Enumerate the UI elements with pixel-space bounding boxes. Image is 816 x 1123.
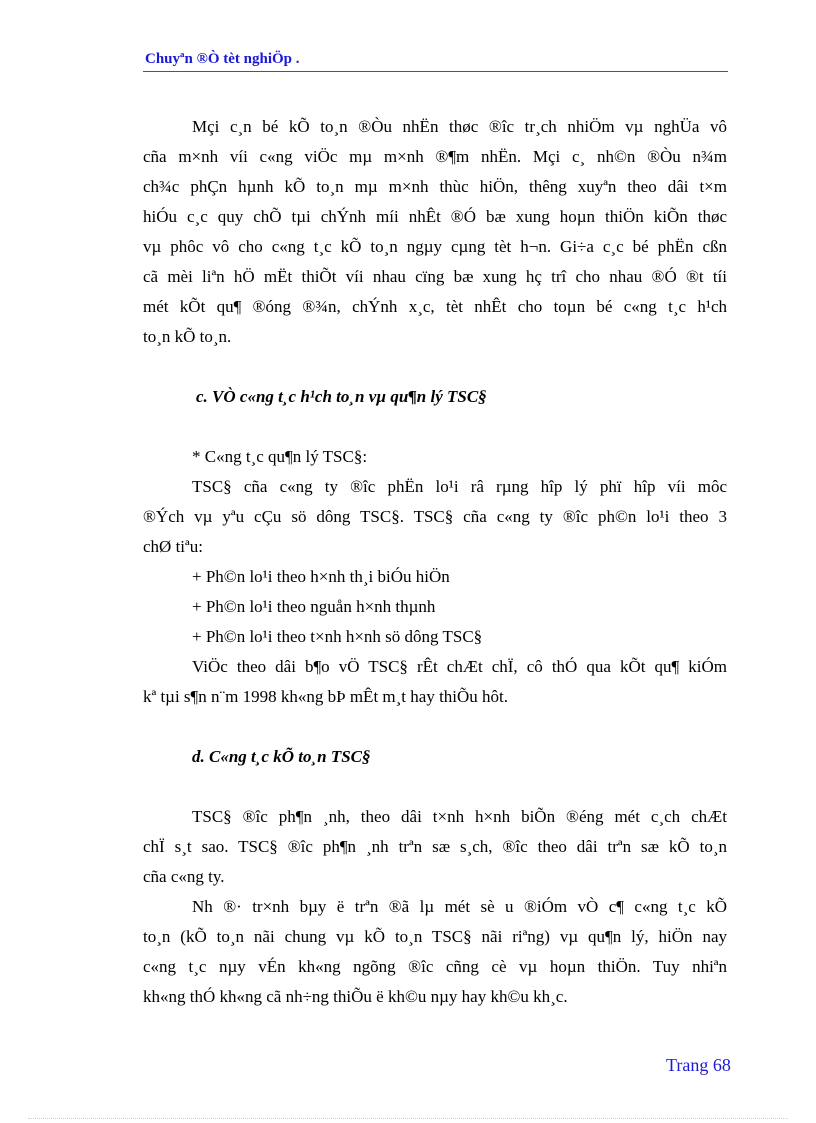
paragraph-line: chØ tiªu:: [143, 537, 203, 556]
list-item: + Ph©n lo¹i theo h×nh th¸i biÓu hiÖn: [192, 567, 450, 586]
paragraph-line: ch¾c phÇn hµnh kÕ to¸n mµ m×nh thùc hiÖn, thêng xuyªn theo dâi t×m: [143, 177, 727, 196]
section-heading-c: c. VÒ c«ng t¸c h¹ch to¸n vµ qu¶n lý TSC§: [196, 387, 487, 406]
paragraph-line: vµ phôc vô cho c«ng t¸c kÕ to¸n ngµy cµng tèt h¬n. Gi÷a c¸c bé phËn cßn: [143, 237, 727, 256]
paragraph-line: cã mèi liªn hÖ mËt thiÕt víi nhau cïng bæ xung hç trî cho nhau ®Ó ®t tíi: [143, 267, 727, 286]
section-heading-d: d. C«ng t¸c kÕ to¸n TSC§: [192, 747, 371, 766]
paragraph-line: hiÓu c¸c quy chÕ tµi chÝnh míi nhÊt ®Ó bæ xung hoµn thiÖn kiÕn thøc: [143, 207, 727, 226]
paragraph-line: mét kÕt qu¶ ®óng ®¾n, chÝnh x¸c, tèt nhÊt cho toµn bé c«ng t¸c h¹ch: [143, 297, 727, 316]
header-title: Chuyªn ®Ò tèt nghiÖp .: [145, 51, 300, 67]
list-item: + Ph©n lo¹i theo t×nh h×nh sö dông TSC§: [192, 627, 483, 646]
paragraph-line: to¸n (kÕ to¸n nãi chung vµ kÕ to¸n TSC§ nãi riªng) vµ qu¶n lý, hiÖn nay: [143, 927, 727, 946]
paragraph-line: TSC§ ®îc ph¶n ¸nh, theo dâi t×nh h×nh biÕn ®éng mét c¸ch chÆt: [192, 807, 727, 826]
paragraph-line: Nh ®· tr×nh bµy ë trªn ®ã lµ mét sè u ®iÓm vÒ c¶ c«ng t¸c kÕ: [192, 897, 727, 916]
paragraph-line: kª tµi s¶n n¨m 1998 kh«ng bÞ mÊt m¸t hay thiÕu hôt.: [143, 687, 509, 706]
list-item: + Ph©n lo¹i theo nguån h×nh thµnh: [192, 597, 436, 616]
paragraph-line: c«ng t¸c nµy vÉn kh«ng ngõng ®îc cñng cè vµ hoµn thiÖn. Tuy nhiªn: [143, 957, 727, 976]
page-number: Trang 68: [666, 1055, 731, 1075]
paragraph-line: chÏ s¸t sao. TSC§ ®îc ph¶n ¸nh trªn sæ s¸ch, ®îc theo dâi trªn sæ kÕ to¸n: [143, 837, 727, 856]
paragraph-line: to¸n kÕ to¸n.: [143, 327, 232, 346]
paragraph-line: cña c«ng ty.: [143, 867, 225, 886]
header-divider: [143, 71, 728, 72]
subheading: * C«ng t¸c qu¶n lý TSC§:: [192, 447, 368, 466]
paragraph-line: Mçi c¸n bé kÕ to¸n ®Òu nhËn thøc ®îc tr¸ch nhiÖm vµ nghÜa vô: [192, 117, 727, 136]
paragraph-line: TSC§ cña c«ng ty ®îc phËn lo¹i râ rµng hîp lý phï hîp víi môc: [192, 477, 727, 496]
bottom-border: [28, 1118, 788, 1119]
paragraph-line: ViÖc theo dâi b¶o vÖ TSC§ rÊt chÆt chÏ, cô thÓ qua kÕt qu¶ kiÓm: [192, 657, 727, 676]
paragraph-line: ®Ých vµ yªu cÇu sö dông TSC§. TSC§ cña c«ng ty ®îc ph©n lo¹i theo 3: [143, 507, 727, 526]
paragraph-line: cña m×nh víi c«ng viÖc mµ m×nh ®¶m nhËn. Mçi c¸ nh©n ®Òu n¾m: [143, 147, 727, 166]
paragraph-line: kh«ng thÓ kh«ng cã nh÷ng thiÕu ë kh©u nµy hay kh©u kh¸c.: [143, 987, 568, 1006]
